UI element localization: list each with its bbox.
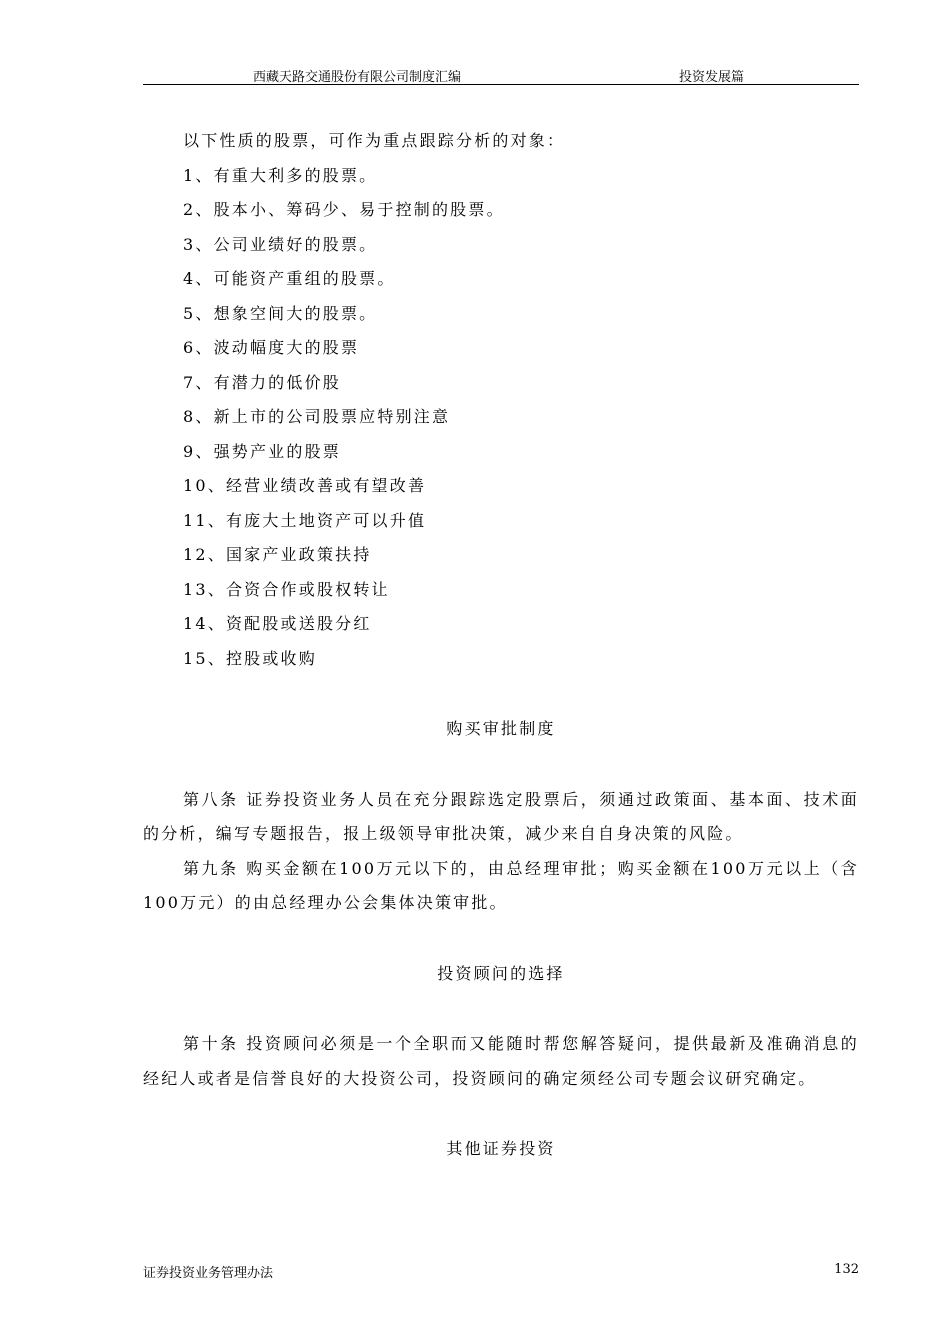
list-item: 13、合资合作或股权转让	[183, 579, 390, 599]
header-company-title: 西藏天路交通股份有限公司制度汇编	[253, 70, 462, 85]
list-item: 9、强势产业的股票	[183, 441, 341, 461]
list-item: 6、波动幅度大的股票	[183, 338, 360, 357]
article-8-paragraph: 第八条 证券投资业务人员在充分跟踪选定股票后，须通过政策面、基本面、技术面的分析，编写专题报告，报上级领导审批决策，减少来自自身决策的风险。	[143, 789, 859, 843]
page-body	[143, 124, 859, 1167]
section-heading-advisor-selection: 投资顾问的选择	[437, 963, 565, 983]
list-item: 14、资配股或送股分红	[183, 614, 372, 633]
page-number: 132	[834, 1262, 859, 1277]
section-heading-other-investment: 其他证券投资	[446, 1139, 556, 1158]
list-item: 7、有潜力的低价股	[183, 372, 341, 392]
list-item: 3、公司业绩好的股票。	[183, 234, 378, 254]
article-9-paragraph: 第九条 购买金额在100万元以下的，由总经理审批；购买金额在100万元以上（含100万元）的由总经理办公会集体决策审批。	[143, 858, 859, 912]
list-item: 11、有庞大土地资产可以升值	[183, 510, 427, 530]
list-item: 4、可能资产重组的股票。	[183, 269, 396, 288]
page-header	[143, 64, 859, 85]
list-item: 12、国家产业政策扶持	[183, 545, 372, 564]
list-item: 2、股本小、筹码少、易于控制的股票。	[183, 200, 505, 219]
list-item: 5、想象空间大的股票。	[183, 303, 378, 323]
footer-document-title: 证券投资业务管理办法	[143, 1266, 274, 1281]
header-section-title: 投资发展篇	[679, 70, 745, 85]
section-heading-purchase-approval: 购买审批制度	[446, 719, 556, 738]
article-10-paragraph: 第十条 投资顾问必须是一个全职而又能随时帮您解答疑问，提供最新及准确消息的经纪人或者是信誉良好的大投资公司，投资顾问的确定须经公司专题会议研究确定。	[143, 1034, 859, 1088]
list-item: 10、经营业绩改善或有望改善	[183, 476, 427, 495]
list-item: 1、有重大利多的股票。	[183, 165, 378, 185]
intro-text: 以下性质的股票，可作为重点跟踪分析的对象：	[183, 131, 566, 150]
list-item: 15、控股或收购	[183, 648, 317, 668]
list-item: 8、新上市的公司股票应特别注意	[183, 407, 451, 426]
